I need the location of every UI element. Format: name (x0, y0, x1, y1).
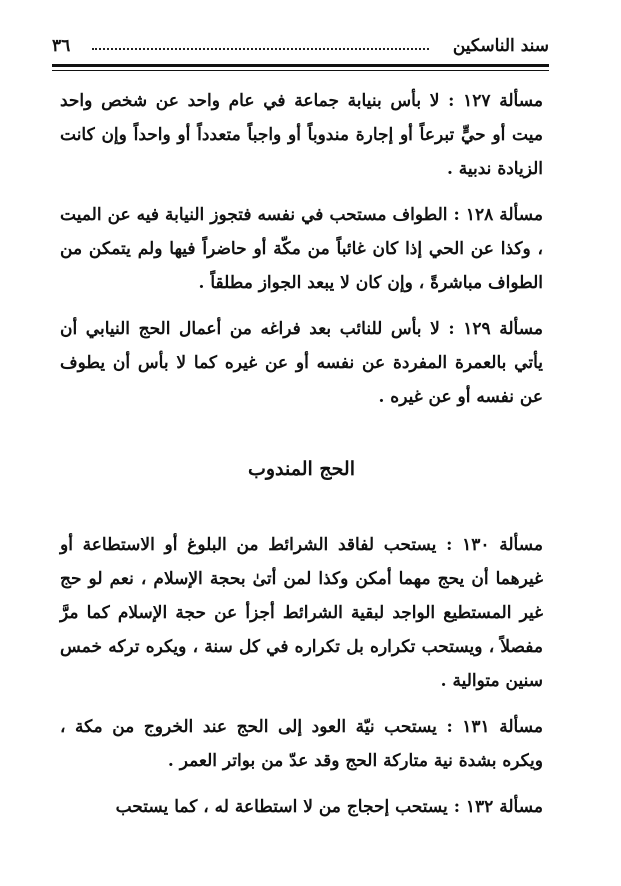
issue-label: مسألة ١٢٩ : (448, 319, 543, 339)
issue-text: يستحب نيّة العود إلى الحج عند الخروج من مكة ، ويكره بشدة نية متاركة الحج وقد عدّ من بواتر العمر . (60, 717, 543, 771)
issue-paragraph-128 (60, 198, 543, 300)
header-rule-thin (52, 70, 549, 71)
issue-text: لا بأس للنائب بعد فراغه من أعمال الحج النيابي أن يأتي بالعمرة المفردة عن نفسه أو عن غيره كما لا بأس أن يطوف عن نفسه أو عن غيره . (60, 319, 543, 407)
book-title: سند الناسكين (452, 36, 549, 56)
issue-paragraph-127 (60, 84, 543, 186)
page-content (60, 84, 543, 836)
issue-label: مسألة ١٢٨ : (453, 205, 544, 225)
header-rule-thick (52, 64, 549, 67)
issue-paragraph-131 (60, 710, 543, 778)
issue-paragraph-132 (60, 790, 543, 824)
issue-label: مسألة ١٣٢ : (453, 797, 543, 817)
issue-text: الطواف مستحب في نفسه فتجوز النيابة فيه عن الميت ، وكذا عن الحي إذا كان غائباً من مكّة أو حاضراً فيها ولم يتمكن من الطواف مباشرةً ، وإن كان لا يبعد الجواز مطلقاً . (60, 205, 543, 293)
page-number: ٣٦ (52, 36, 71, 56)
issue-paragraph-129 (60, 312, 543, 414)
header-dotted-leader (92, 48, 429, 50)
issue-label: مسألة ١٣١ : (446, 717, 543, 737)
page-header (52, 30, 549, 62)
issue-text: لا بأس بنيابة جماعة في عام واحد عن شخص واحد ميت أو حيٍّ تبرعاً أو إجارة مندوباً أو واجباً متعدداً أو واحداً وإن كانت الزيادة ندبية . (60, 91, 543, 179)
issue-paragraph-130 (60, 528, 543, 698)
section-title: الحج المندوب (247, 458, 356, 480)
issue-label: مسألة ١٢٧ : (448, 91, 543, 111)
issue-text: يستحب إحجاج من لا استطاعة له ، كما يستحب (115, 797, 448, 817)
issue-label: مسألة ١٣٠ : (446, 535, 543, 555)
issue-text: يستحب لفاقد الشرائط من البلوغ أو الاستطاعة أو غيرهما أن يحج مهما أمكن وكذا لمن أتىٰ بحجة الإسلام ، نعم لو حج غير المستطيع الواجد لبقية الشرائط أجزأ عن حجة الإسلام كما مرَّ مفصلاً ، ويستحب تكراره بل تكراره في كل سنة ، ويكره تركه خمس سنين متوالية . (60, 535, 543, 691)
